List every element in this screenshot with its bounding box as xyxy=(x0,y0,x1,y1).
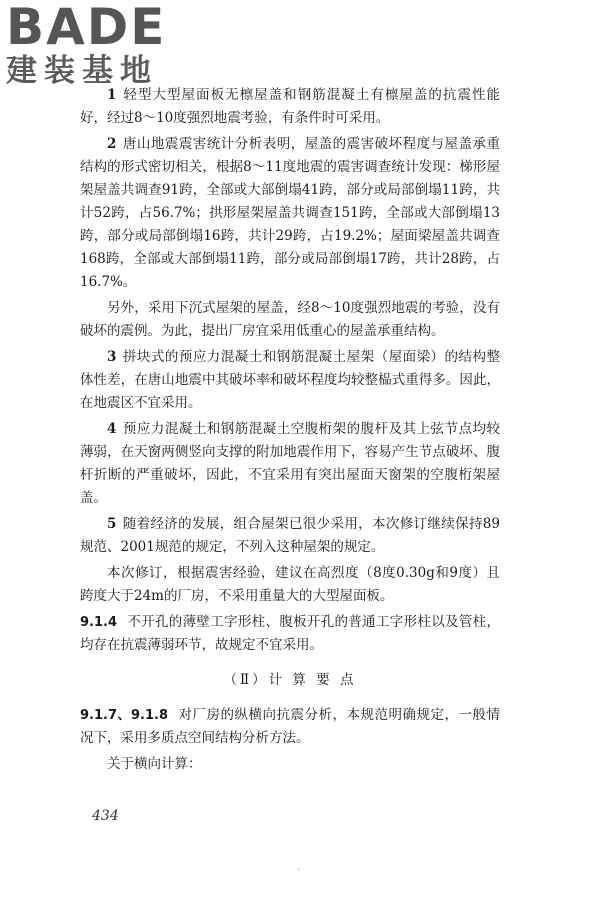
paragraph-text: 唐山地震震害统计分析表明，屋盖的震害破坏程度与屋盖承重结构的形式密切相关，根据8～11度地震的震害调查统计发现：梯形屋架屋盖共调查91跨，全部或大部倒塌41跨，部分或局部倒塌11跨，共计52跨，占56.7%；拱形屋架屋盖共调查151跨，全部或大部倒塌13跨，部分或局部倒塌16跨，共计29跨，占19.2%；屋面梁屋盖共调查168跨，全部或大部倒塌11跨，部分或局部倒塌17跨，共计28跨，占16.7%。 xyxy=(80,136,500,290)
paragraph-text: 随着经济的发展，组合屋架已很少采用，本次修订继续保持89规范、2001规范的规定，不列入这种屋架的规定。 xyxy=(80,516,500,555)
paragraph-text: 本次修订，根据震害经验，建议在高烈度（8度0.30g和9度）且跨度大于24m的厂房，不采用重量大的大型屋面板。 xyxy=(80,565,500,604)
item-number: 1 xyxy=(107,87,117,103)
item-number: 4 xyxy=(107,421,117,437)
paragraph-text: 拼块式的预应力混凝土和钢筋混凝土屋架（屋面梁）的结构整体性差，在唐山地震中其破坏率和破坏程度均较整榀式重得多。因此，在地震区不宜采用。 xyxy=(80,349,500,411)
logo-text-sub: 建装基地 xyxy=(6,53,158,89)
paragraph-1 xyxy=(80,84,500,130)
clause-text: 对厂房的纵横向抗震分析，本规范明确规定，一般情况下，采用多质点空间结构分析方法。 xyxy=(80,707,501,746)
paragraph-3 xyxy=(80,346,500,415)
clause-number: 9.1.7、9.1.8 xyxy=(80,708,169,723)
paragraph-2 xyxy=(80,133,500,294)
clause-text: 不开孔的薄壁工字形柱、腹板开孔的普通工字形柱以及管柱，均存在抗震薄弱环节，故规定不宜采用。 xyxy=(80,614,500,653)
paragraph-text: 另外，采用下沉式屋架的屋盖，经8～10度强烈地震的考验，没有破坏的震例。为此，提出厂房宜采用低重心的屋盖承重结构。 xyxy=(80,300,500,339)
section-title: （Ⅱ）计 算 要 点 xyxy=(223,672,357,688)
paragraph-5b xyxy=(80,562,500,608)
clause-9-1-7 xyxy=(80,704,500,750)
logo-text-bade: BADE xyxy=(6,0,167,56)
clause-9-1-4 xyxy=(80,611,500,657)
paragraph-text: 轻型大型屋面板无檩屋盖和钢筋混凝土有檩屋盖的抗震性能好，经过8～10度强烈地震考验，有条件时可采用。 xyxy=(80,87,500,126)
paragraph-2b xyxy=(80,297,500,343)
paragraph-last: 关于横向计算： xyxy=(107,756,202,772)
document-body xyxy=(80,84,500,779)
item-number: 5 xyxy=(107,516,117,532)
paragraph-text: 预应力混凝土和钢筋混凝土空腹桁架的腹杆及其上弦节点均较薄弱，在天窗两侧竖向支撑的附加地震作用下，容易产生节点破坏、腹杆折断的严重破坏，因此，不宜采用有突出屋面天窗架的空腹桁架屋盖。 xyxy=(80,421,500,506)
item-number: 2 xyxy=(107,136,117,152)
footer-dot: . xyxy=(297,862,301,873)
paragraph-4 xyxy=(80,418,500,510)
page-number: 434 xyxy=(92,808,119,824)
paragraph-5 xyxy=(80,513,500,559)
site-logo xyxy=(6,2,176,88)
item-number: 3 xyxy=(107,349,117,365)
clause-number: 9.1.4 xyxy=(80,615,118,630)
